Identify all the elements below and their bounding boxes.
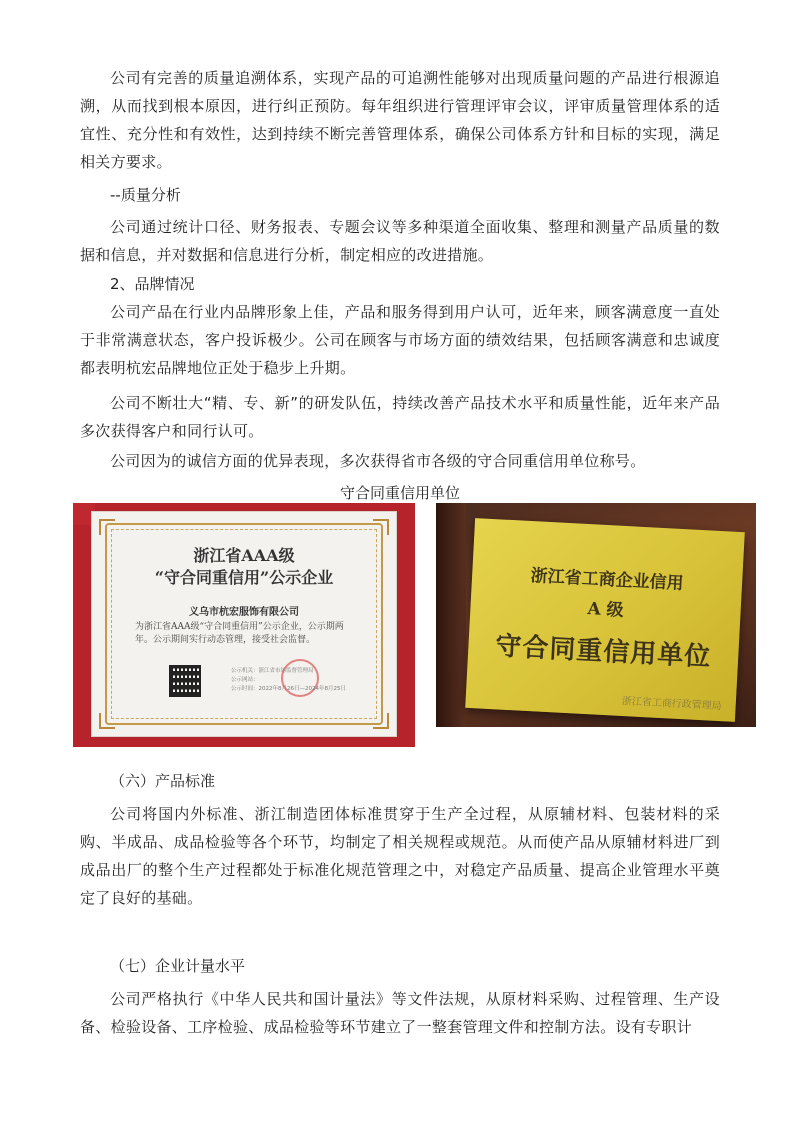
heading-metrology: （七）企业计量水平 <box>110 957 246 975</box>
certificate-info <box>231 667 381 694</box>
heading-product-standard: （六）产品标准 <box>110 772 216 790</box>
plaque-issuer: 浙江省工商行政管理局 <box>621 695 722 713</box>
certificate-title-line1: 浙江省AAA级 <box>193 546 295 565</box>
certificate-paper <box>91 511 397 737</box>
figure-caption: 守合同重信用单位 <box>339 484 460 502</box>
certificate-info-website: 公示网站： <box>231 677 259 683</box>
paragraph-quality-analysis: 公司通过统计口径、财务报表、专题会议等多种渠道全面收集、整理和测量产品质量的数据和信息，并对数据和信息进行分析，制定相应的改进措施。 <box>80 218 720 264</box>
ornament-icon <box>373 713 389 729</box>
plaque-line2: A 级 <box>586 599 625 621</box>
certificate-a-grade-plaque-image <box>436 503 756 727</box>
paragraph-rnd: 公司不断壮大“精、专、新”的研发队伍，持续改善产品技术水平和质量性能，近年来产品多次获得客户和同行认可。 <box>80 394 720 440</box>
certificate-info-authority: 公示机关：浙江省市场监督管理局 <box>231 668 314 674</box>
ornament-icon <box>99 519 115 535</box>
certificate-title-line2: “守合同重信用”公示企业 <box>154 568 334 587</box>
paragraph-metrology: 公司严格执行《中华人民共和国计量法》等文件法规，从原材料采购、过程管理、生产设备、检验设备、工序检验、成品检验等环节建立了一整套管理文件和控制方法。设有专职计 <box>80 990 720 1036</box>
plaque-frame-edge <box>436 503 466 727</box>
paragraph-traceability: 公司有完善的质量追溯体系，实现产品的可追溯性能够对出现质量问题的产品进行根源追溯，从而找到根本原因，进行纠正预防。每年组织进行管理评审会议，评审质量管理体系的适宜性、充分性和有效性，达到持续不断完善管理体系，确保公司体系方针和目标的实现，满足相关方要求。 <box>80 69 720 171</box>
plaque-line1: 浙江省工商企业信用 <box>530 566 685 595</box>
certificate-info-period: 公示时间：2022年8月26日—2024年8月25日 <box>231 686 346 692</box>
certificate-aaa-image <box>73 503 415 747</box>
paragraph-brand: 公司产品在行业内品牌形象上佳，产品和服务得到用户认可，近年来，顾客满意度一直处于非常满意状态，客户投诉极少。公司在顾客与市场方面的绩效结果，包括顾客满意和忠诚度都表明杭宏品牌地位正处于稳步上升期。 <box>80 303 720 377</box>
heading-quality-analysis: --质量分析 <box>110 186 181 204</box>
certificate-body: 为浙江省AAA级“守合同重信用”公示企业，公示期两年。公示期间实行动态管理，接受社会监督。 <box>135 622 344 645</box>
qr-code-icon <box>169 665 201 697</box>
gold-plaque <box>465 518 745 722</box>
certificate-company: 义乌市杭宏服饰有限公司 <box>189 607 299 618</box>
ornament-icon <box>99 713 115 729</box>
heading-brand: 2、品牌情况 <box>110 275 195 293</box>
plaque-line3: 守合同重信用单位 <box>494 631 712 673</box>
ornament-icon <box>373 519 389 535</box>
paragraph-credit: 公司因为的诚信方面的优异表现，多次获得省市各级的守合同重信用单位称号。 <box>110 452 646 470</box>
paragraph-product-standard: 公司将国内外标准、浙江制造团体标准贯穿于生产全过程，从原辅材料、包装材料的采购、半成品、成品检验等各个环节，均制定了相关规程或规范。从而使产品从原辅材料进厂到成品出厂的整个生产过程都处于标准化规范管理之中，对稳定产品质量、提高企业管理水平奠定了良好的基础。 <box>80 805 720 907</box>
